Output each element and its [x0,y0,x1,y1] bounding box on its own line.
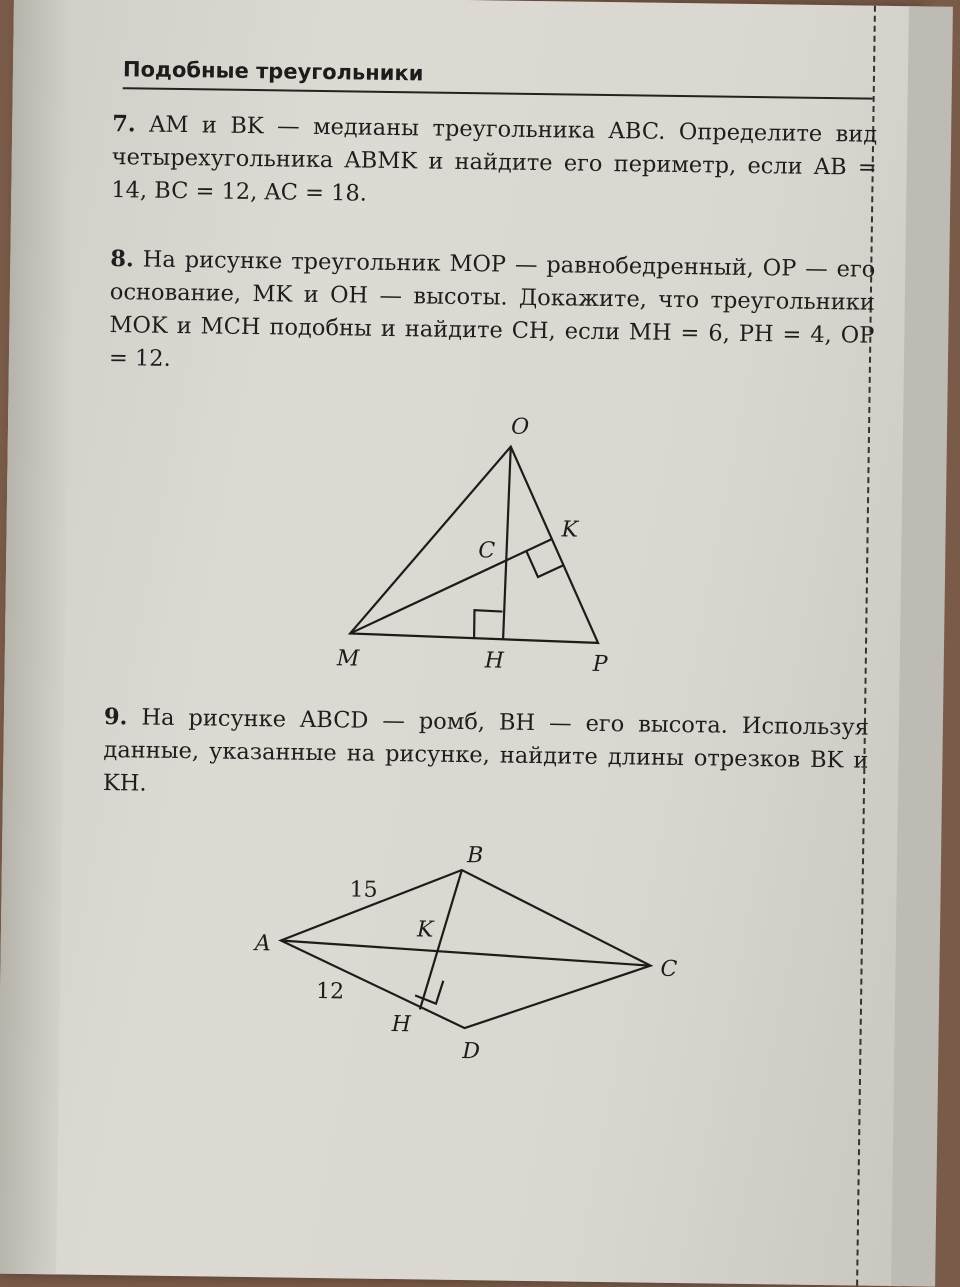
label-m: M [336,646,360,672]
figure-9-rhombus-abcd [239,837,712,1069]
label-k9: K [416,917,434,943]
length-ab: 15 [349,877,378,903]
label-a9: A [254,931,271,957]
label-o: O [510,414,530,440]
problem-9-text: На рисунке ABCD — ромб, BH — его высота. Используя данные, указанные на рисунке, найдите длины отрезков BK и KH. [102,704,870,797]
label-b9: B [466,843,484,869]
right-angle-h9 [415,980,443,1003]
problem-7-text: AM и BK — медианы треугольника ABC. Определите вид четырехугольника ABMK и найдите его периметр, если AB = 14, BC = 12, AC = 18. [111,111,878,207]
problem-8-number: 8. [110,246,135,273]
problem-7-number: 7. [112,111,136,138]
figure-8-triangle-mop [324,403,648,687]
label-c9: C [660,956,678,983]
problem-8 [109,243,876,386]
label-k: K [561,517,579,543]
problem-9 [103,701,869,811]
section-header: Подобные треугольники [123,57,873,99]
altitude-mk [350,536,551,636]
right-angle-h [474,610,502,638]
label-p: P [592,651,608,678]
label-h9: H [391,1012,412,1038]
problem-9-number: 9. [103,704,128,731]
label-d9: D [462,1039,481,1065]
rhombus-abcd [280,868,652,1031]
problem-8-text: На рисунке треугольник MOP — равнобедренный, OP — его основание, MK и OH — высоты. Докажите, что треугольники MOK и MCH подобны и найдите CH, если MH = 6, PH = 4, OP = 12. [108,246,876,372]
diagonal-ac [281,940,651,965]
label-h: H [484,648,505,674]
next-page-edge [891,6,953,1286]
page-gutter [0,0,74,1274]
length-ah: 12 [315,978,345,1005]
label-c: C [478,538,496,564]
problem-7 [111,108,877,218]
altitude-oh [503,447,511,640]
